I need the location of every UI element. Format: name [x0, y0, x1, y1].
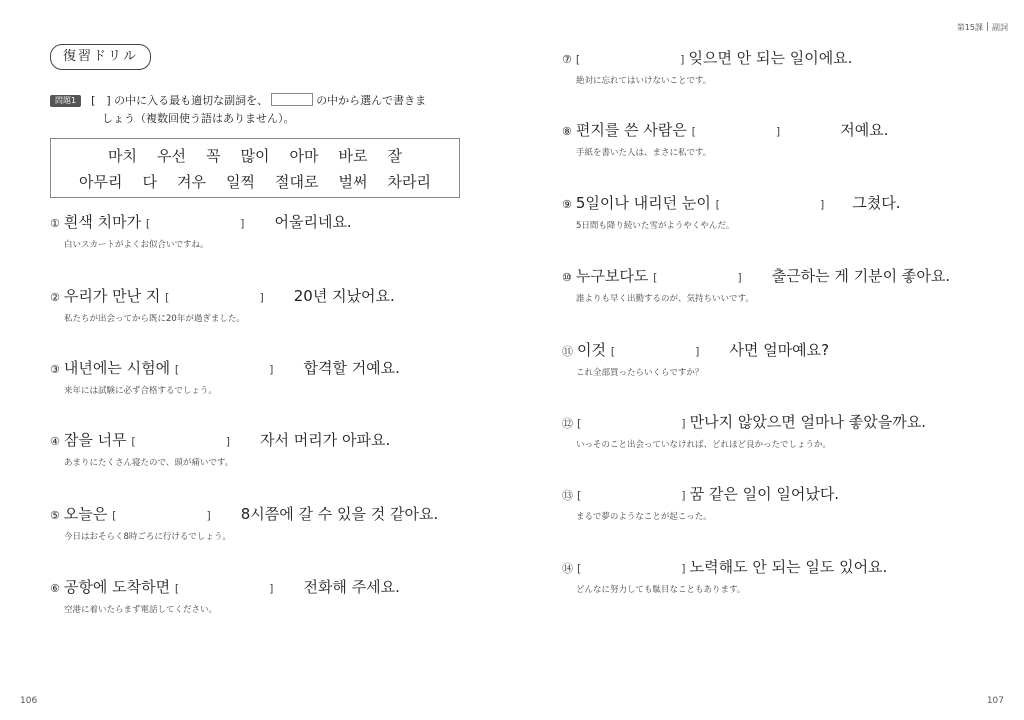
instruction-text-c: しょう（複数回使う語はありません）。 — [102, 112, 295, 125]
japanese-translation: 手紙を書いた人は、まさに私です。 — [576, 148, 712, 158]
sentence-after-blank: 그쳤다. — [852, 194, 901, 212]
question-number: ⑧ — [562, 125, 572, 138]
blank-close-bracket: ] — [259, 291, 264, 304]
question-item — [50, 212, 490, 250]
drill-title: 復習ドリル — [50, 44, 151, 70]
word-choice: 우선 — [157, 147, 186, 165]
word-choice: 바로 — [338, 147, 368, 165]
question-item — [562, 193, 1002, 231]
sentence-before-blank: 오늘은 — [63, 505, 108, 523]
japanese-translation: いっそのこと出会っていなければ、どれほど良かったでしょうか。 — [576, 440, 832, 450]
blank-open-bracket: [ — [174, 582, 180, 595]
question-sentence — [562, 120, 1002, 142]
question-item — [50, 430, 490, 468]
question-number: ⑪ — [562, 345, 573, 358]
word-row-2 — [51, 169, 459, 195]
page-number-right: 107 — [986, 696, 1004, 706]
word-choice: 절대로 — [275, 173, 319, 191]
blank-close-bracket: ] — [737, 271, 742, 284]
question-sentence — [50, 577, 490, 599]
question-number: ⑫ — [562, 417, 573, 430]
word-choice: 꼭 — [206, 147, 221, 165]
question-sentence — [562, 412, 1002, 434]
question-item — [562, 266, 1002, 304]
sentence-after-blank: 잊으면 안 되는 일이에요. — [688, 49, 853, 67]
question-item — [562, 484, 1002, 522]
japanese-translation: まるで夢のようなことが起こった。 — [576, 512, 712, 522]
sentence-after-blank: 출근하는 게 기분이 좋아요. — [771, 267, 951, 285]
japanese-translation: 絶対に忘れてはいけないことです。 — [576, 76, 712, 86]
sentence-before-blank: 편지를 쓴 사람은 — [575, 121, 687, 139]
sentence-before-blank: 공항에 도착하면 — [63, 578, 171, 596]
japanese-translation: 5日間も降り続いた雪がようやくやんだ。 — [576, 221, 735, 231]
question-item — [50, 358, 490, 396]
question-sentence — [562, 484, 1002, 506]
blank-open-bracket: [ — [575, 53, 581, 66]
blank-close-bracket: ] — [206, 509, 211, 522]
instruction — [50, 92, 470, 128]
question-sentence — [50, 286, 490, 308]
question-sentence — [50, 430, 490, 452]
question-item — [562, 120, 1002, 158]
sentence-after-blank: 어울리네요. — [274, 213, 352, 231]
blank-close-bracket: ] — [269, 363, 274, 376]
sentence-after-blank: 만나지 않았으면 얼마나 좋았을까요. — [689, 413, 927, 431]
question-sentence — [562, 48, 1002, 70]
japanese-translation: 来年には試験に必ず合格するでしょう。 — [64, 386, 217, 396]
instruction-text-b: の中から選んで書きま — [316, 94, 427, 107]
sentence-before-blank: 5일이나 내리던 눈이 — [575, 194, 711, 212]
blank-open-bracket: [ — [165, 291, 170, 304]
question-item — [50, 577, 490, 615]
blank-close-bracket: ] — [681, 489, 686, 502]
sentence-after-blank: 8시쯤에 갈 수 있을 것 같아요. — [240, 505, 439, 523]
blank-open-bracket: [ — [715, 198, 720, 211]
sentence-after-blank: 20년 지났어요. — [293, 287, 395, 305]
blank-open-bracket: [ — [131, 435, 136, 448]
question-sentence — [562, 340, 1002, 362]
blank-close-bracket: ] — [775, 125, 781, 138]
blank-open-bracket: [ — [145, 217, 151, 230]
instruction-text-a: [ ] の中に入る最も適切な副詞を、 — [91, 94, 269, 107]
question-number: ⑤ — [50, 509, 60, 522]
question-number: ③ — [50, 363, 60, 376]
japanese-translation: 今日はおそらく8時ごろに行けるでしょう。 — [64, 532, 231, 542]
sentence-after-blank: 전화해 주세요. — [303, 578, 400, 596]
question-number: ⑩ — [562, 271, 572, 284]
word-choice: 많이 — [240, 147, 270, 165]
question-sentence — [50, 212, 490, 234]
page-number-left: 106 — [20, 696, 38, 706]
blank-close-bracket: ] — [681, 562, 686, 575]
sentence-after-blank: 자서 머리가 아파요. — [259, 431, 391, 449]
sentence-before-blank: 누구보다도 — [575, 267, 649, 285]
blank-close-bracket: ] — [240, 217, 245, 230]
sentence-after-blank: 꿈 같은 일이 일어났다. — [689, 485, 840, 503]
question-item — [562, 340, 1002, 378]
question-sentence — [50, 504, 490, 526]
question-sentence — [50, 358, 490, 380]
question-number: ⑦ — [562, 53, 572, 66]
lesson-label: 第15課 — [956, 23, 983, 32]
blank-open-bracket: [ — [174, 363, 180, 376]
blank-open-bracket: [ — [577, 562, 582, 575]
question-number: ② — [50, 291, 60, 304]
sentence-before-blank: 이것 — [577, 341, 606, 359]
blank-close-bracket: ] — [819, 198, 825, 211]
word-choice: 차라리 — [387, 173, 431, 191]
question-item — [50, 504, 490, 542]
question-sentence — [562, 557, 1002, 579]
word-row-1 — [51, 143, 459, 169]
blank-open-bracket: [ — [653, 271, 658, 284]
blank-open-bracket: [ — [577, 489, 582, 502]
blank-open-bracket: [ — [112, 509, 117, 522]
word-choice: 다 — [142, 173, 158, 191]
sentence-before-blank: 잠을 너무 — [63, 431, 127, 449]
running-header — [957, 22, 1008, 33]
blank-close-bracket: ] — [225, 435, 230, 448]
blank-open-bracket: [ — [577, 417, 582, 430]
japanese-translation: 私たちが出会ってから既に20年が過ぎました。 — [64, 314, 245, 324]
word-box-symbol — [271, 93, 313, 106]
question-number: ⑥ — [50, 582, 60, 595]
question-number: ④ — [50, 435, 60, 448]
japanese-translation: 白いスカートがよくお似合いですね。 — [64, 240, 209, 250]
question-number: ⑨ — [562, 198, 572, 211]
blank-close-bracket: ] — [269, 582, 274, 595]
word-choice: 겨우 — [177, 173, 207, 191]
question-badge: 問題1 — [50, 95, 81, 107]
word-choice: 아무리 — [79, 173, 123, 191]
topic-label: 副詞 — [992, 23, 1008, 32]
blank-close-bracket: ] — [681, 417, 686, 430]
question-sentence — [562, 193, 1002, 215]
japanese-translation: どんなに努力しても駄目なこともあります。 — [576, 585, 746, 595]
word-choice: 마치 — [108, 147, 138, 165]
sentence-before-blank: 우리가 만난 지 — [63, 287, 161, 305]
blank-close-bracket: ] — [680, 53, 685, 66]
question-item — [562, 412, 1002, 450]
question-item — [562, 557, 1002, 595]
question-number: ① — [50, 217, 60, 230]
word-choice: 잘 — [387, 147, 402, 165]
sentence-after-blank: 사면 얼마예요? — [729, 341, 830, 359]
sentence-after-blank: 합격할 거예요. — [303, 359, 400, 377]
word-choice: 벌써 — [338, 173, 368, 191]
sentence-after-blank: 노력해도 안 되는 일도 있어요. — [689, 558, 888, 576]
blank-close-bracket: ] — [695, 345, 700, 358]
question-number: ⑬ — [562, 489, 573, 502]
word-choice: 아마 — [289, 147, 319, 165]
sentence-after-blank: 저예요. — [840, 121, 889, 139]
question-item — [562, 48, 1002, 86]
japanese-translation: これ全部買ったらいくらですか？ — [576, 368, 704, 378]
question-number: ⑭ — [562, 562, 573, 575]
question-sentence — [562, 266, 1002, 288]
question-item — [50, 286, 490, 324]
sentence-before-blank: 내년에는 시험에 — [63, 359, 171, 377]
blank-open-bracket: [ — [610, 345, 616, 358]
word-choice-box — [50, 138, 460, 198]
blank-open-bracket: [ — [691, 125, 696, 138]
japanese-translation: 空港に着いたらまず電話してください。 — [64, 605, 218, 615]
word-choice: 일찍 — [226, 173, 255, 191]
sentence-before-blank: 흰색 치마가 — [63, 213, 142, 231]
japanese-translation: あまりにたくさん寝たので、頭が痛いです。 — [64, 458, 234, 468]
japanese-translation: 誰よりも早く出勤するのが、気持ちいいです。 — [576, 294, 754, 304]
